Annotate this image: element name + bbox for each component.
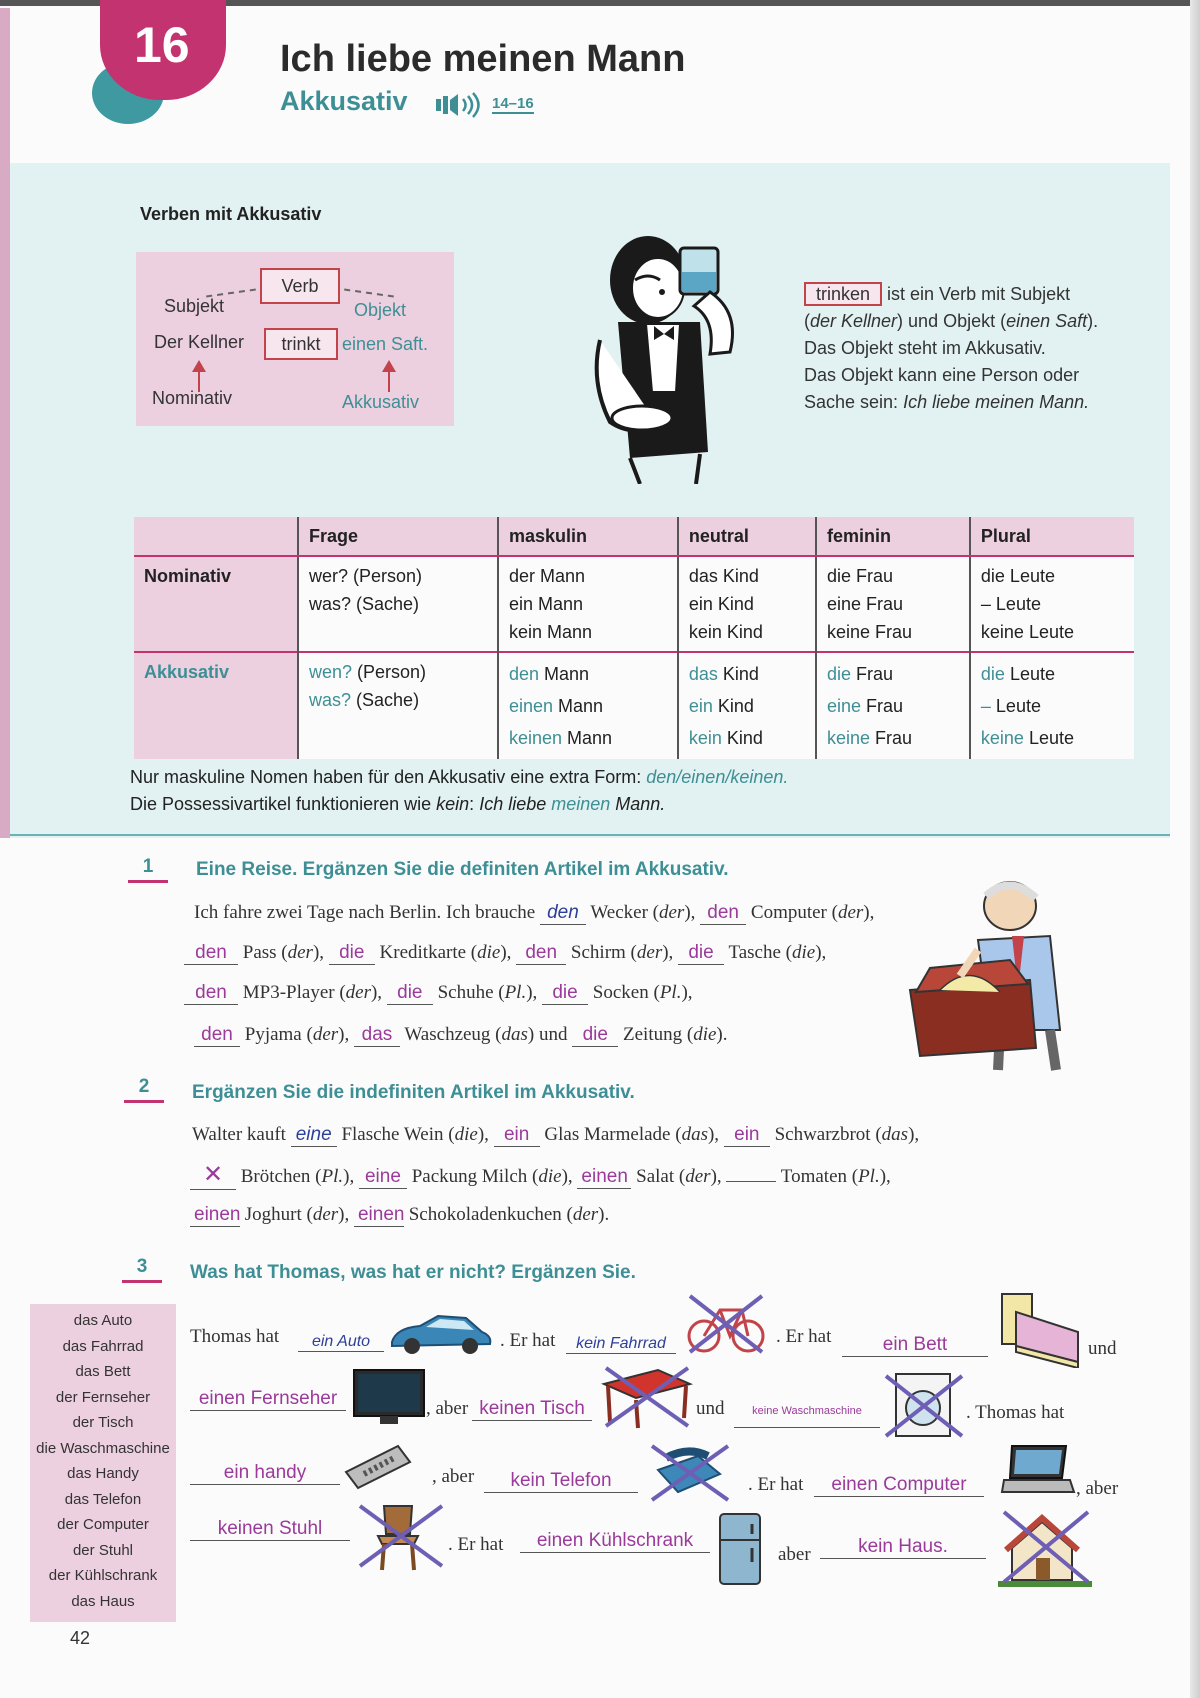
ex2-answer[interactable]: einen	[190, 1204, 240, 1227]
ex3-answer[interactable]: kein Telefon	[484, 1470, 638, 1493]
ex3-text-er-hat-3: . Er hat	[748, 1474, 804, 1495]
ex3-text-er-hat-4: . Er hat	[448, 1534, 504, 1555]
ex1-line-4: den Pyjama (der), das Waschzeug (das) und die Zeitung (die).	[194, 1024, 727, 1047]
arrowhead-left	[192, 360, 206, 372]
ex2-answer[interactable]: eine	[291, 1124, 337, 1147]
ex3-line-1a	[298, 1330, 384, 1352]
ex3-answer[interactable]: einen Kühlschrank	[520, 1530, 710, 1553]
word-box-item: das Handy	[67, 1465, 139, 1482]
case-nominativ: Nominativ	[152, 388, 233, 408]
ex1-answer[interactable]: den	[184, 982, 238, 1005]
ex2-answer[interactable]	[726, 1181, 776, 1182]
ex3-line-1c	[842, 1334, 988, 1357]
table-header-row	[134, 517, 1134, 556]
word-box	[30, 1304, 176, 1622]
sentence-diagram	[136, 252, 454, 426]
ex3-text-thomas-hat-2: . Thomas hat	[966, 1402, 1065, 1423]
laptop-icon	[1000, 1442, 1076, 1498]
ex3-line-2c	[734, 1398, 880, 1428]
crossed-bicycle-icon	[686, 1288, 766, 1358]
cell-nom-maskulin: der Mann ein Mann kein Mann	[498, 556, 678, 652]
table-header-corner	[134, 517, 298, 556]
table-header-plural: Plural	[970, 517, 1134, 556]
ex3-line-1b	[566, 1332, 676, 1354]
ex1-line-2: den Pass (der), die Kreditkarte (die), den Schirm (der), die Tasche (die),	[184, 942, 826, 965]
ex2-answer[interactable]: einen	[577, 1166, 631, 1189]
left-margin-stripe	[0, 8, 10, 838]
ex3-answer[interactable]: einen Fernseher	[190, 1388, 346, 1411]
ex1-answer[interactable]: den	[194, 1024, 240, 1047]
exercise-2-number: 2	[138, 1076, 150, 1097]
ex3-answer[interactable]: keinen Stuhl	[190, 1518, 350, 1541]
ex3-text-er-hat-1: . Er hat	[500, 1330, 556, 1351]
crossed-chair-icon	[354, 1500, 448, 1572]
ex3-answer[interactable]: keinen Tisch	[472, 1398, 592, 1421]
ex3-answer[interactable]: ein Auto	[298, 1333, 384, 1352]
ex3-line-2b	[472, 1398, 592, 1421]
page-number: 42	[70, 1628, 91, 1648]
ex1-answer[interactable]: den	[540, 902, 586, 925]
verb-explanation: trinken ist ein Verb mit Subjekt (der Kellner) und Objekt (einen Saft). Das Objekt steht im Akkusativ. Das Objekt kann eine Person oder Sache sein: Ich liebe meinen Mann.	[804, 284, 1099, 412]
ex3-text-und-2: und	[696, 1398, 725, 1419]
ex3-line-4b	[520, 1530, 710, 1553]
crossed-telephone-icon	[648, 1442, 732, 1504]
chapter-number: 16	[134, 17, 190, 73]
ex3-line-3b	[484, 1470, 638, 1493]
verb-label-box: Verb	[260, 268, 340, 304]
exercise-1-title: Eine Reise. Ergänzen Sie die definiten Artikel im Akkusativ.	[196, 859, 729, 880]
word-box-item: der Kühlschrank	[48, 1567, 158, 1584]
grammar-note: Nur maskuline Nomen haben für den Akkusativ eine extra Form: den/einen/keinen. Die Possessivartikel funktionieren wie kein: Ich liebe meinen Mann.	[130, 767, 789, 814]
ex1-answer[interactable]: das	[354, 1024, 400, 1047]
exercise-3-title: Was hat Thomas, was hat er nicht? Ergänzen Sie.	[190, 1262, 636, 1283]
dash-right	[344, 289, 394, 298]
table-header-frage: Frage	[298, 517, 498, 556]
exercise-3-number: 3	[136, 1256, 148, 1277]
packing-man-illustration	[900, 880, 1080, 1080]
mobile-phone-icon	[342, 1440, 414, 1492]
ex3-text-er-hat-2: . Er hat	[776, 1326, 832, 1347]
ex1-answer[interactable]: den	[516, 942, 566, 965]
grammar-heading: Verben mit Akkusativ	[140, 204, 322, 224]
crossed-table-icon	[598, 1364, 694, 1430]
ex1-answer[interactable]: die	[572, 1024, 618, 1047]
case-akkusativ: Akkusativ	[342, 392, 420, 412]
declension-table	[134, 517, 1134, 759]
ex3-answer[interactable]: kein Fahrrad	[566, 1335, 676, 1354]
word-box-item: der Stuhl	[72, 1541, 134, 1559]
bed-icon	[996, 1292, 1082, 1368]
subject-label: Subjekt	[164, 296, 225, 316]
ex3-line-3c	[814, 1474, 984, 1497]
car-icon	[386, 1312, 494, 1356]
exercise-1-underline	[128, 880, 168, 883]
ex2-answer[interactable]: eine	[359, 1166, 407, 1189]
table-header-maskulin: maskulin	[498, 517, 678, 556]
ex1-answer[interactable]: die	[387, 982, 433, 1005]
ex3-text-thomas-hat: Thomas hat	[190, 1326, 280, 1347]
cell-nom-frage: wer? (Person) was? (Sache)	[298, 556, 498, 652]
ex3-answer[interactable]: kein Haus.	[820, 1536, 986, 1559]
cell-nom-plural: die Leute – Leute keine Leute	[970, 556, 1134, 652]
exercise-2-title: Ergänzen Sie die indefiniten Artikel im Akkusativ.	[192, 1082, 635, 1103]
ex1-answer[interactable]: die	[542, 982, 588, 1005]
ex3-text-aber-4: aber	[778, 1544, 811, 1565]
ex3-text-und-1: und	[1088, 1338, 1117, 1359]
ex3-text-aber-3: , aber	[1076, 1478, 1119, 1499]
chapter-subtitle: Akkusativ	[280, 86, 408, 116]
ex1-line-3: den MP3-Player (der), die Schuhe (Pl.), die Socken (Pl.),	[184, 982, 693, 1005]
word-box-item: der Fernseher	[55, 1388, 151, 1406]
cell-akk-maskulin: den Mann einen Mann keinen Mann	[498, 652, 678, 759]
cell-nom-neutral: das Kind ein Kind kein Kind	[678, 556, 816, 652]
object-label: Objekt	[354, 300, 407, 320]
word-box-item: das Bett	[75, 1363, 131, 1380]
ex1-answer[interactable]: die	[678, 942, 724, 965]
cell-akk-feminin: die Frau eine Frau keine Frau	[816, 652, 970, 759]
diagram-object: einen Saft.	[342, 334, 429, 354]
audio-track-numbers: 14–16	[492, 95, 534, 112]
row-label-akkusativ: Akkusativ	[134, 652, 298, 759]
ex2-line-2: ✕ Brötchen (Pl.), eine Packung Milch (die), einen Salat (der), Tomaten (Pl.),	[190, 1160, 891, 1190]
ex3-answer[interactable]: einen Computer	[814, 1474, 984, 1497]
ex3-answer[interactable]: ein handy	[190, 1462, 340, 1485]
tv-icon	[352, 1368, 426, 1428]
cell-akk-frage: wen? (Person) was? (Sache)	[298, 652, 498, 759]
section-separator	[10, 834, 1170, 836]
audio-speaker-icon[interactable]	[436, 92, 490, 118]
waiter-illustration	[590, 222, 790, 484]
ex2-answer[interactable]: ein	[494, 1124, 540, 1147]
cell-akk-neutral: das Kind ein Kind kein Kind	[678, 652, 816, 759]
ex1-answer[interactable]: die	[329, 942, 375, 965]
word-box-item: die Waschmaschine	[36, 1439, 170, 1457]
ex1-line-1: Ich fahre zwei Tage nach Berlin. Ich brauche den Wecker (der), den Computer (der),	[194, 902, 875, 923]
ex3-line-3a	[190, 1462, 340, 1485]
page-right-edge	[1190, 0, 1200, 1698]
diagram-verb: trinkt	[264, 328, 338, 360]
chapter-title: Ich liebe meinen Mann	[280, 38, 686, 80]
ex1-answer[interactable]: den	[184, 942, 238, 965]
ex1-answer[interactable]: den	[700, 902, 746, 925]
ex2-answer[interactable]: einen	[354, 1204, 404, 1227]
row-label-nominativ: Nominativ	[134, 556, 298, 652]
word-box-item: der Computer	[57, 1516, 149, 1533]
ex3-text-aber-2: , aber	[432, 1466, 475, 1487]
ex3-line-4a	[190, 1518, 350, 1541]
verb-example-box: trinken	[804, 282, 882, 306]
arrowhead-right	[382, 360, 396, 372]
table-header-feminin: feminin	[816, 517, 970, 556]
table-row-akkusativ	[134, 652, 1134, 759]
word-box-item: das Telefon	[64, 1490, 142, 1508]
cell-akk-plural: die Leute – Leute keine Leute	[970, 652, 1134, 759]
ex3-answer[interactable]: ein Bett	[842, 1334, 988, 1357]
word-box-item: das Auto	[73, 1312, 133, 1329]
word-box-item: das Fahrrad	[62, 1337, 144, 1355]
ex2-line-1: Walter kauft eine Flasche Wein (die), ein Glas Marmelade (das), ein Schwarzbrot (das),	[192, 1124, 920, 1145]
word-box-item: der Tisch	[72, 1414, 134, 1431]
table-header-neutral: neutral	[678, 517, 816, 556]
exercise-2-underline	[124, 1100, 164, 1103]
exercise-3-underline	[122, 1280, 162, 1283]
ex3-answer[interactable]: keine Waschmaschine	[734, 1405, 880, 1428]
ex3-text-aber-1: , aber	[426, 1398, 469, 1419]
ex3-line-4c	[820, 1536, 986, 1559]
ex3-line-2a	[190, 1388, 346, 1411]
diagram-subject: Der Kellner	[154, 332, 245, 352]
exercise-1-number: 1	[142, 856, 154, 877]
crossed-washing-machine-icon	[882, 1370, 966, 1440]
crossed-house-icon	[998, 1508, 1092, 1590]
ex2-line-3: einen Joghurt (der), einen Schokoladenkuchen (der).	[190, 1204, 609, 1227]
ex2-answer[interactable]: ein	[724, 1124, 770, 1147]
ex2-answer[interactable]: ✕	[190, 1160, 236, 1190]
cell-nom-feminin: die Frau eine Frau keine Frau	[816, 556, 970, 652]
fridge-icon	[716, 1512, 764, 1586]
word-box-item: das Haus	[71, 1592, 135, 1610]
table-row-nominativ	[134, 556, 1134, 652]
